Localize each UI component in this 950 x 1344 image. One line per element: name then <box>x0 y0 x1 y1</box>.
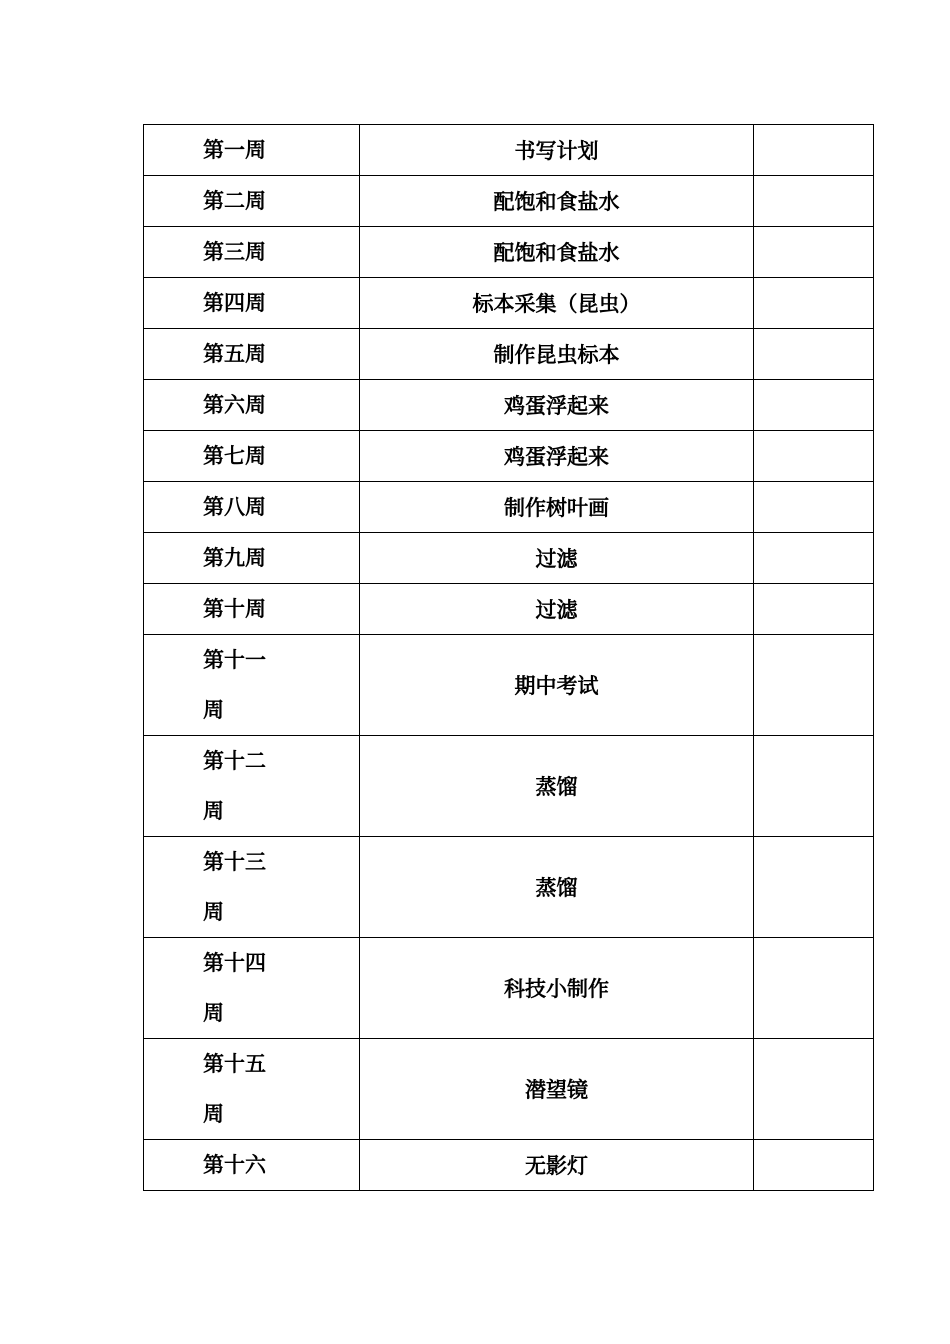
week-cell <box>144 1039 360 1140</box>
activity-cell: 期中考试 <box>360 635 754 736</box>
activity-cell: 科技小制作 <box>360 938 754 1039</box>
week-label: 第五周 <box>203 342 266 366</box>
activity-cell: 鸡蛋浮起来 <box>360 380 754 431</box>
activity-cell: 制作树叶画 <box>360 482 754 533</box>
table-row <box>144 736 874 837</box>
week-cell <box>144 938 360 1039</box>
table-row <box>144 533 874 584</box>
note-cell <box>754 125 874 176</box>
table-row <box>144 431 874 482</box>
week-cell <box>144 635 360 736</box>
note-cell <box>754 1140 874 1191</box>
week-cell <box>144 278 360 329</box>
activity-cell: 配饱和食盐水 <box>360 176 754 227</box>
table-row <box>144 176 874 227</box>
note-cell <box>754 584 874 635</box>
note-cell <box>754 329 874 380</box>
week-label: 第十四周 <box>203 951 266 1025</box>
week-cell <box>144 227 360 278</box>
schedule-table <box>143 124 874 1191</box>
note-cell <box>754 278 874 329</box>
week-cell <box>144 584 360 635</box>
schedule-table-body <box>144 125 874 1191</box>
week-cell <box>144 533 360 584</box>
table-row <box>144 635 874 736</box>
week-cell <box>144 736 360 837</box>
week-label: 第十一周 <box>203 648 266 722</box>
week-label: 第十五周 <box>203 1052 266 1126</box>
week-label: 第八周 <box>203 495 266 519</box>
table-row <box>144 584 874 635</box>
activity-cell: 过滤 <box>360 533 754 584</box>
activity-cell: 无影灯 <box>360 1140 754 1191</box>
week-label: 第三周 <box>203 240 266 264</box>
week-cell <box>144 176 360 227</box>
note-cell <box>754 837 874 938</box>
note-cell <box>754 227 874 278</box>
week-label: 第六周 <box>203 393 266 417</box>
note-cell <box>754 736 874 837</box>
week-cell <box>144 125 360 176</box>
table-row <box>144 938 874 1039</box>
table-row <box>144 1039 874 1140</box>
activity-cell: 鸡蛋浮起来 <box>360 431 754 482</box>
note-cell <box>754 533 874 584</box>
week-label: 第十六 <box>203 1153 266 1177</box>
week-label: 第一周 <box>203 138 266 162</box>
table-row <box>144 837 874 938</box>
week-label: 第二周 <box>203 189 266 213</box>
week-label: 第四周 <box>203 291 266 315</box>
activity-cell: 过滤 <box>360 584 754 635</box>
week-cell <box>144 837 360 938</box>
activity-cell: 潜望镜 <box>360 1039 754 1140</box>
activity-cell: 标本采集（昆虫） <box>360 278 754 329</box>
week-cell <box>144 380 360 431</box>
table-row <box>144 482 874 533</box>
activity-cell: 蒸馏 <box>360 837 754 938</box>
note-cell <box>754 176 874 227</box>
activity-cell: 书写计划 <box>360 125 754 176</box>
note-cell <box>754 431 874 482</box>
note-cell <box>754 635 874 736</box>
week-cell <box>144 329 360 380</box>
note-cell <box>754 482 874 533</box>
week-cell <box>144 431 360 482</box>
week-label: 第十三周 <box>203 850 266 924</box>
activity-cell: 蒸馏 <box>360 736 754 837</box>
note-cell <box>754 380 874 431</box>
week-label: 第九周 <box>203 546 266 570</box>
table-row <box>144 125 874 176</box>
activity-cell: 配饱和食盐水 <box>360 227 754 278</box>
note-cell <box>754 1039 874 1140</box>
table-row <box>144 278 874 329</box>
week-cell <box>144 1140 360 1191</box>
note-cell <box>754 938 874 1039</box>
week-label: 第十周 <box>203 597 266 621</box>
table-row <box>144 380 874 431</box>
week-cell <box>144 482 360 533</box>
table-row <box>144 329 874 380</box>
week-label: 第七周 <box>203 444 266 468</box>
week-label: 第十二周 <box>203 749 266 823</box>
table-row <box>144 1140 874 1191</box>
table-row <box>144 227 874 278</box>
activity-cell: 制作昆虫标本 <box>360 329 754 380</box>
